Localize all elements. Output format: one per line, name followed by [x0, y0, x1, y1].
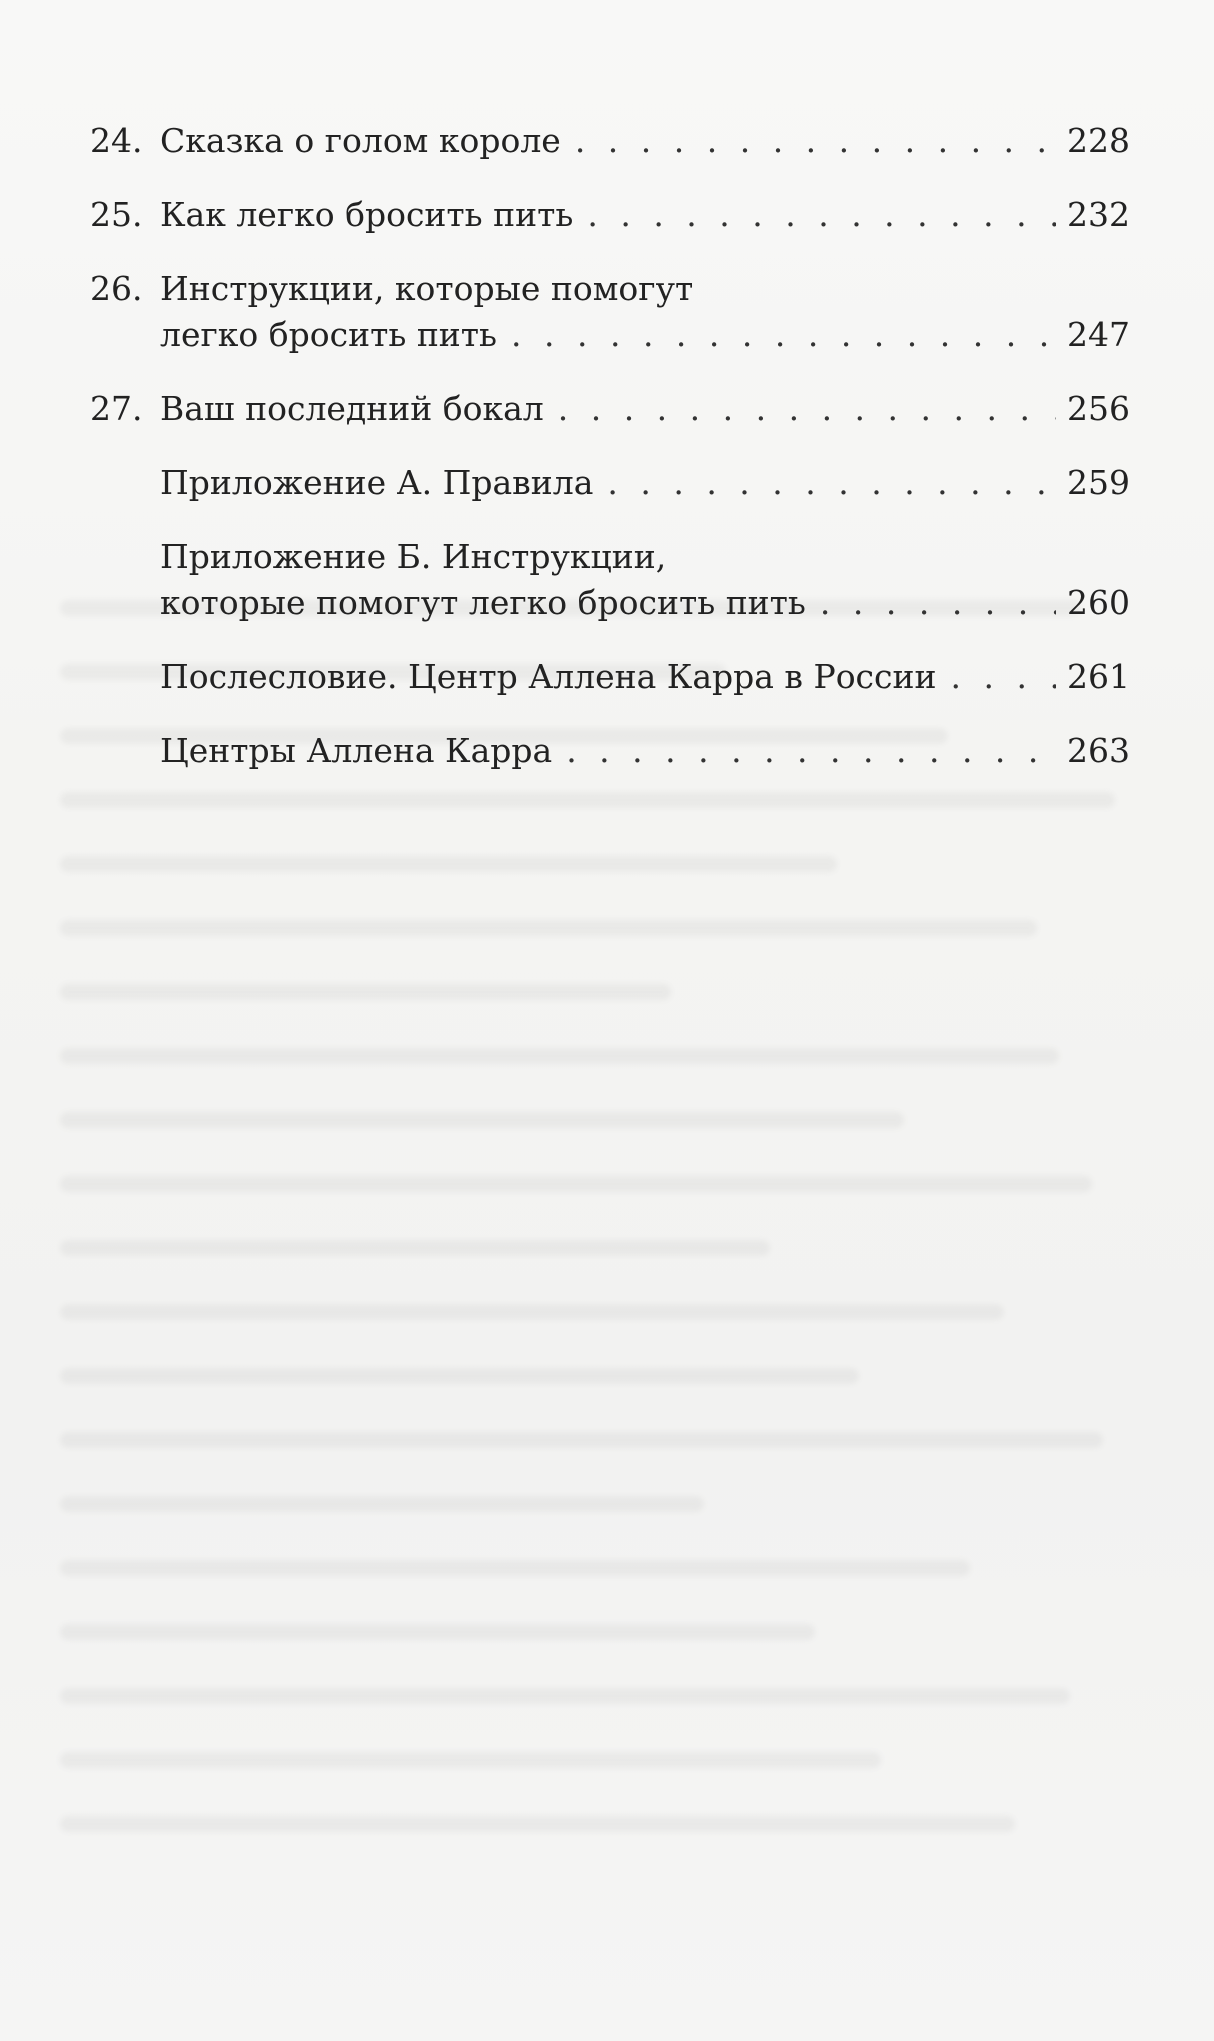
table-of-contents [90, 118, 1130, 802]
toc-entry [90, 386, 1130, 432]
toc-entry-title-line-1: Приложение Б. Инструкции, [160, 537, 667, 576]
toc-entry-number: 25. [90, 195, 143, 234]
toc-entry-title-line-2: легко бросить пить [160, 315, 498, 354]
toc-entry-title: Ваш последний бокал [160, 389, 544, 428]
dot-leader [575, 118, 1056, 164]
toc-entry-page: 247 [1067, 315, 1130, 354]
toc-entry [90, 266, 1130, 358]
toc-entry-title: Сказка о голом короле [160, 121, 561, 160]
toc-entry-title: Приложение А. Правила [160, 463, 594, 502]
toc-entry-page: 260 [1067, 583, 1130, 622]
toc-entry [90, 460, 1130, 506]
dot-leader [587, 192, 1056, 238]
toc-entry [90, 654, 1130, 700]
toc-entry [90, 728, 1130, 774]
toc-entry [90, 534, 1130, 626]
toc-entry-title-line-1: Инструкции, которые помогут [160, 269, 694, 308]
toc-entry-number: 27. [90, 389, 143, 428]
dot-leader [511, 312, 1056, 358]
toc-entry-number: 26. [90, 269, 143, 308]
toc-entry-page: 228 [1067, 121, 1130, 160]
dot-leader [820, 580, 1056, 626]
toc-entry-title: Послесловие. Центр Аллена Карра в России [160, 657, 937, 696]
toc-entry [90, 192, 1130, 238]
dot-leader [558, 386, 1056, 432]
toc-entry-page: 232 [1067, 195, 1130, 234]
toc-entry-number: 24. [90, 121, 143, 160]
dot-leader [566, 728, 1056, 774]
dot-leader [607, 460, 1056, 506]
dot-leader [951, 654, 1056, 700]
toc-entry-page: 259 [1067, 463, 1130, 502]
toc-entry-page: 256 [1067, 389, 1130, 428]
toc-entry-title: Как легко бросить пить [160, 195, 574, 234]
toc-entry-title-line-2: которые помогут легко бросить пить [160, 583, 806, 622]
toc-entry-title: Центры Аллена Карра [160, 731, 553, 770]
toc-entry-page: 263 [1067, 731, 1130, 770]
toc-entry [90, 118, 1130, 164]
toc-entry-page: 261 [1067, 657, 1130, 696]
